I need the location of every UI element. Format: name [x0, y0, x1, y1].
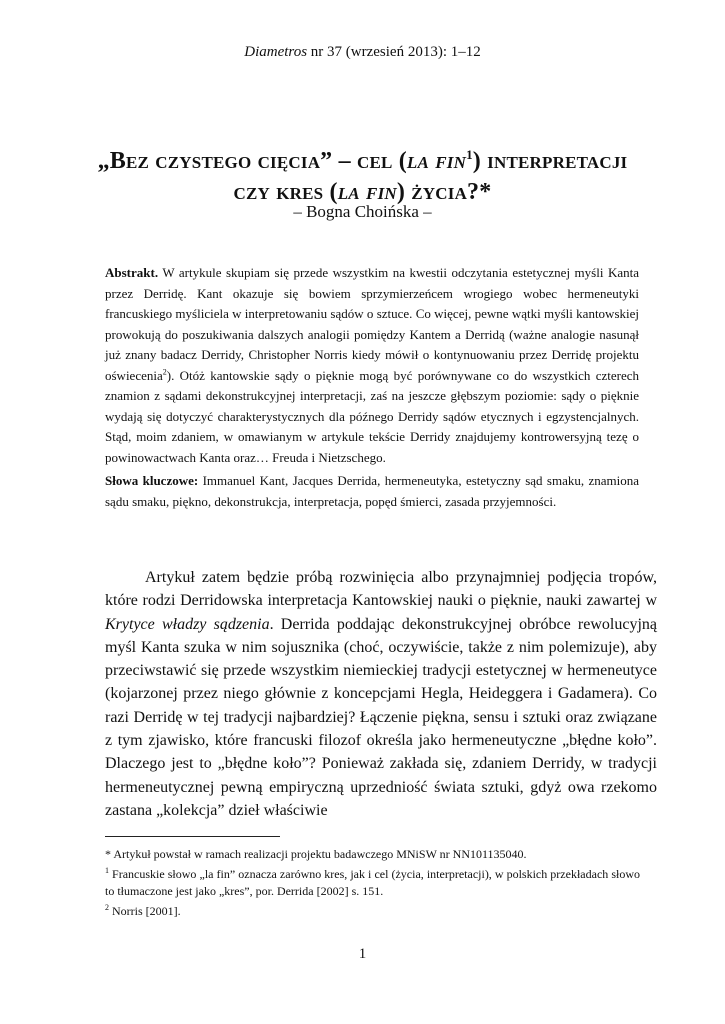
footnote-number: 2 — [105, 902, 109, 912]
abstract-paragraph — [105, 263, 639, 468]
journal-issue: nr 37 (wrzesień 2013): 1–12 — [307, 44, 481, 60]
article-title — [60, 146, 665, 208]
running-header — [0, 44, 725, 61]
abstract-label: Abstrakt. — [105, 265, 159, 280]
footnotes — [105, 846, 640, 922]
title-part: ) życia?* — [396, 179, 492, 205]
title-italic: la fin — [406, 148, 467, 174]
body-text — [105, 566, 657, 822]
footnote-number: 1 — [105, 865, 109, 875]
body-paragraph — [105, 566, 657, 822]
body-text-part: . Derrida poddając dekonstrukcyjnej obróbce rewolucyjną myśl Kanta szuka w nim sojusznika (choć, oczywiście, także z nim polemizuje), aby przeciwstawić się przede wszystkim niemieckiej tradycji estetycznej w hermeneutyce (kojarzonej przez niego głównie z koncepcjami Hegla, Heideggera i Gadamera). Co razi Derridę w tej tradycji najbardziej? Łączenie piękna, sensu i sztuki oraz związane z tym zjawisko, które francuski filozof określa jako hermeneutyczne „błędne koło”. Dlaczego jest to „błędne koło”? Ponieważ zakłada się, zdaniem Derridy, w tradycji hermeneutycznej pewną empiryczną uprzedniość świata sztuki, gdyż owa rzekomo zastana „kolekcja” dzieł właściwie — [105, 615, 657, 819]
abstract-text: W artykule skupiam się przede wszystkim na kwestii odczytania estetycznej myśli Kanta przez Derridę. Kant okazuje się bowiem sprzymierzeńcem wrogiego wobec hermeneutyki francuskiego myśliciela w interpretowaniu sądów o sztuce. Co więcej, pewne wątki myśli kantowskiej prowokują do poszukiwania dalszych analogii pomiędzy Kantem a Derridą (ważne analogie nasunął już znany badacz Derridy, Christopher Norris kiedy mówił o kontynuowaniu przez Derridę projektu oświecenia — [105, 265, 639, 383]
keywords-text: Immanuel Kant, Jacques Derrida, hermeneutyka, estetyczny sąd smaku, znamiona sądu smaku, piękno, dekonstrukcja, interpretacja, popęd śmierci, zasada przyjemności. — [105, 473, 639, 509]
author-name: – Bogna Choińska – — [293, 202, 432, 221]
title-part: czy kres ( — [233, 179, 338, 205]
footnote-1 — [105, 866, 640, 901]
footnote-star: * Artykuł powstał w ramach realizacji projektu badawczego MNiSW nr NN101135040. — [105, 847, 527, 861]
title-part: ) interpretacji — [472, 148, 628, 174]
keywords — [105, 471, 639, 512]
footnote-text: Francuskie słowo „la fin” oznacza zarówno kres, jak i cel (życia, interpretacji), w polskich przekładach słowo to tłumaczone jest jako „kres”, por. Derrida [2002] s. 151. — [105, 866, 640, 898]
abstract-text: ). Otóż kantowskie sądy o pięknie mogą być porównywane co do wszystkich czterech znamion z sądami dekonstrukcyjnej interpretacji, zaś na jeszcze głębszym poziomie: sądy o pięknie wydają się dotyczyć charakterystycznych dla późnego Derridy sądów etycznych i egzystencjalnych. Stąd, moim zdaniem, w omawianym w artykule tekście Derridy znajdujemy kontrowersyjną tezę o powinowactwach Kanta oraz… Freuda i Nietzschego. — [105, 367, 639, 465]
footnote-text: Norris [2001]. — [109, 903, 181, 918]
footnote-ref[interactable]: 2 — [162, 367, 167, 377]
title-part: „Bez czystego cięcia” – cel ( — [97, 148, 407, 174]
footnote-2 — [105, 903, 640, 921]
journal-name: Diametros — [244, 44, 308, 60]
book-title: Krytyce władzy sądzenia — [105, 615, 270, 633]
keywords-label: Słowa kluczowe: — [105, 473, 199, 488]
body-text-part: Artykuł zatem będzie próbą rozwinięcia albo przynajmniej podjęcia tropów, które rodzi Derridowska interpretacja Kantowskiej nauki o pięknie, nauki zawartej w — [105, 569, 657, 610]
title-italic: la fin — [337, 179, 397, 205]
footnote-ref[interactable]: 1 — [466, 147, 473, 162]
page-number: 1 — [358, 946, 367, 962]
footnote-divider — [105, 836, 280, 837]
abstract — [105, 263, 639, 512]
